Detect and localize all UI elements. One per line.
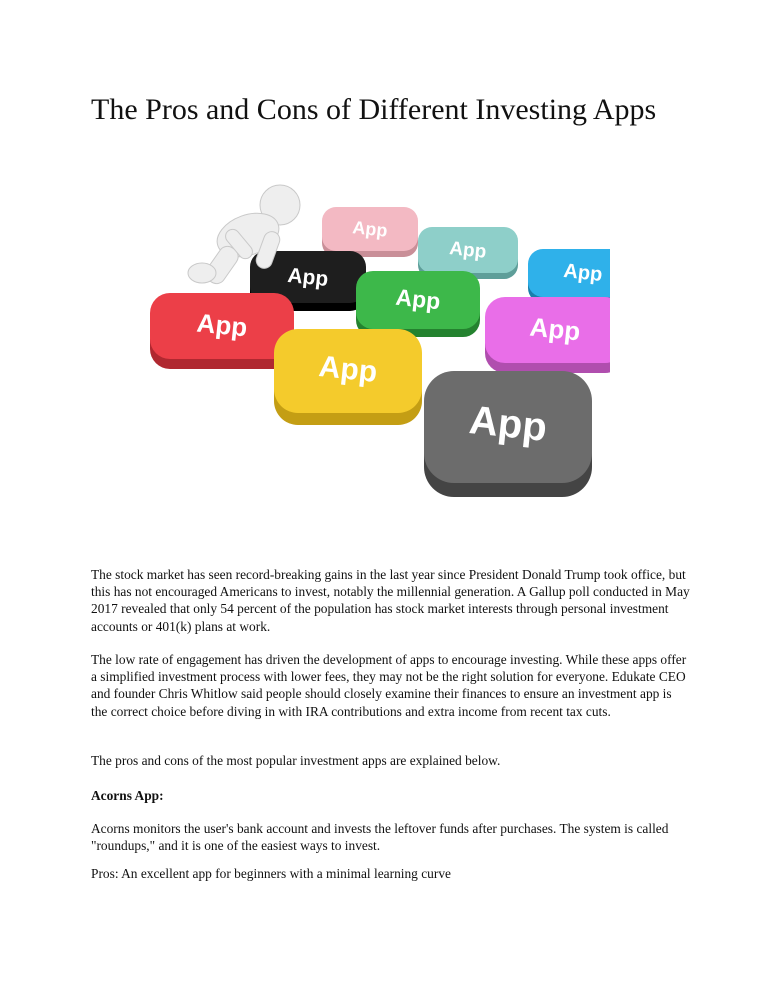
app-tile-label: App bbox=[394, 283, 442, 315]
app-tile-label: App bbox=[528, 311, 582, 347]
app-tile-label: App bbox=[448, 238, 488, 263]
paragraph-engagement: The low rate of engagement has driven the development of apps to encourage investing. While these apps offer a simplified investment process with lower fees, they may not be the right solution for everyone. Edukate CEO and founder Chris Whitlow said people should closely examine their finances to ensure an investment app is the correct choice before diving in with IRA contributions and extra income from recent tax cuts. bbox=[91, 652, 687, 719]
apps-illustration bbox=[140, 165, 610, 540]
paragraph-explained: The pros and cons of the most popular investment apps are explained below. bbox=[91, 753, 501, 768]
app-tile-green bbox=[356, 271, 480, 337]
app-tile-magenta bbox=[485, 297, 610, 373]
paragraph-acorns: Acorns monitors the user's bank account and invests the leftover funds after purchases. The system is called "roundups," and it is one of the easiest ways to invest. bbox=[91, 821, 669, 854]
app-tile-gray bbox=[424, 371, 592, 497]
app-tile-yellow bbox=[274, 329, 422, 425]
section-heading-acorns: Acorns App: bbox=[91, 788, 164, 803]
app-tile-label: App bbox=[286, 263, 330, 292]
app-tile-pink bbox=[322, 207, 418, 257]
app-tile-label: App bbox=[351, 217, 389, 241]
app-tile-label: App bbox=[562, 260, 604, 286]
app-tile-red bbox=[150, 293, 294, 369]
pros-line: Pros: An excellent app for beginners with a minimal learning curve bbox=[91, 866, 451, 881]
paragraph-intro: The stock market has seen record-breaking gains in the last year since President Donald Trump took office, but this has not encouraged Americans to invest, notably the millennial generation. A Gallup poll conducted in May 2017 revealed that only 54 percent of the population has stock market interests through personal investment accounts or 401(k) plans at work. bbox=[91, 567, 690, 634]
app-tile-label: App bbox=[467, 398, 550, 450]
page-title: The Pros and Cons of Different Investing Apps bbox=[91, 93, 657, 126]
app-tile-label: App bbox=[317, 350, 379, 389]
app-tile-label: App bbox=[195, 307, 249, 343]
app-tile-blue bbox=[528, 249, 610, 303]
